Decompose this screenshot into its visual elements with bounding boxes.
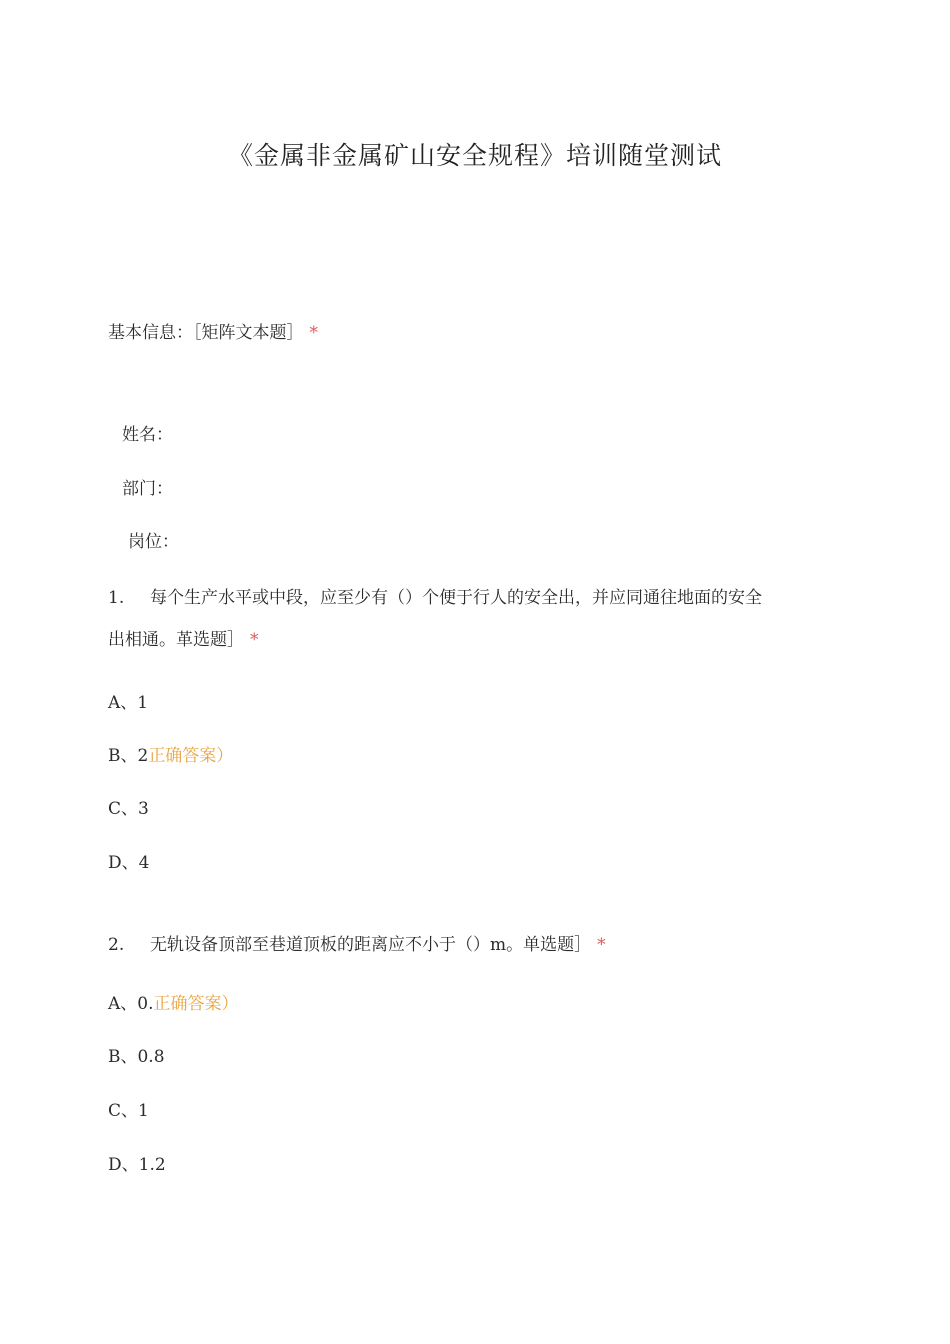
question-1-number: 1.: [108, 588, 125, 608]
question-1-text-continued: 出相通。革选题］: [108, 630, 244, 650]
question-1-line-1: [108, 583, 762, 608]
option-label: A、0.: [108, 994, 154, 1014]
required-mark: *: [309, 323, 318, 343]
question-1-option-d[interactable]: [108, 848, 149, 873]
question-1-line-2: [108, 625, 259, 650]
position-field-label[interactable]: 岗位：: [128, 532, 179, 552]
question-2-number: 2.: [108, 935, 125, 955]
basic-info-heading: [108, 318, 318, 343]
option-label: B、2: [108, 746, 149, 766]
name-field-label[interactable]: 姓名：: [122, 425, 173, 445]
question-2-option-a[interactable]: [108, 989, 239, 1014]
correct-answer-note: 正确答案）: [153, 994, 239, 1014]
question-2-option-c[interactable]: [108, 1096, 149, 1121]
correct-answer-note: 正确答案）: [148, 746, 234, 766]
question-1-option-b[interactable]: [108, 741, 233, 766]
page-title: 《金属非金属矿山安全规程》培训随堂测试: [227, 141, 722, 170]
question-1-text: 每个生产水平或中段，应至少有（）个便于行人的安全出，并应同通往地面的安全: [150, 588, 762, 608]
option-label: A、1: [108, 693, 149, 713]
option-label: D、4: [108, 853, 150, 873]
question-2-text: 无轨设备顶部至巷道顶板的距离应不小于（）m。单选题］: [150, 935, 592, 955]
question-1-option-a[interactable]: [108, 688, 148, 713]
option-label: B、0.8: [108, 1047, 165, 1067]
department-field-label[interactable]: 部门：: [122, 479, 173, 499]
basic-info-label: 基本信息：［矩阵文本题］: [108, 323, 304, 343]
question-1-option-c[interactable]: [108, 794, 149, 819]
question-2-option-b[interactable]: [108, 1042, 165, 1067]
option-label: C、1: [108, 1101, 149, 1121]
required-mark: *: [597, 935, 606, 955]
required-mark: *: [250, 630, 259, 650]
question-2-line-1: [108, 930, 606, 955]
option-label: C、3: [108, 799, 149, 819]
question-2-option-d[interactable]: [108, 1150, 166, 1175]
option-label: D、1.2: [108, 1155, 166, 1175]
